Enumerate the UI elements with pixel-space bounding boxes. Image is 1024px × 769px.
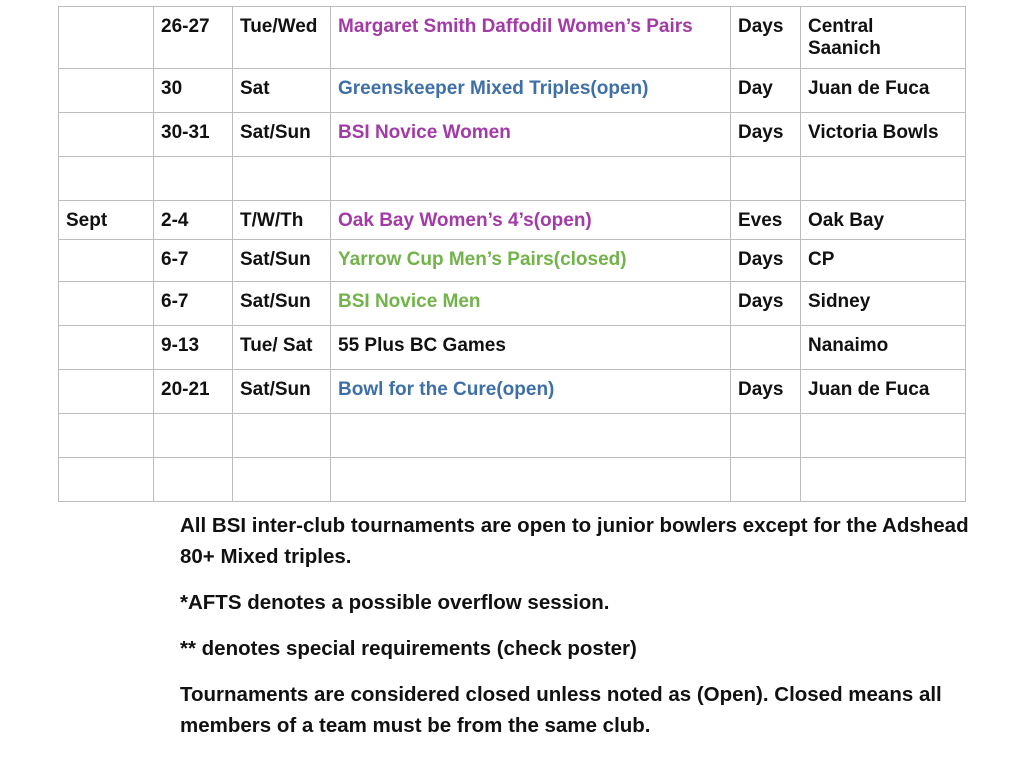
month-cell: Sept bbox=[59, 201, 154, 240]
month-cell bbox=[59, 240, 154, 282]
table-row bbox=[59, 240, 966, 282]
dates-cell bbox=[154, 458, 233, 502]
month-cell bbox=[59, 370, 154, 414]
session-cell bbox=[731, 326, 801, 370]
month-cell bbox=[59, 157, 154, 201]
event-cell: 55 Plus BC Games bbox=[331, 326, 731, 370]
session-cell: Days bbox=[731, 113, 801, 157]
event-cell: Yarrow Cup Men’s Pairs(closed) bbox=[331, 240, 731, 282]
dates-cell: 30-31 bbox=[154, 113, 233, 157]
session-cell bbox=[731, 414, 801, 458]
dates-cell: 30 bbox=[154, 69, 233, 113]
venue-cell: Oak Bay bbox=[801, 201, 966, 240]
event-cell: Bowl for the Cure(open) bbox=[331, 370, 731, 414]
table-row bbox=[59, 326, 966, 370]
venue-cell: Juan de Fuca bbox=[801, 69, 966, 113]
session-cell bbox=[731, 157, 801, 201]
days-cell: Tue/ Sat bbox=[233, 326, 331, 370]
session-cell: Days bbox=[731, 282, 801, 326]
month-cell bbox=[59, 458, 154, 502]
table-row bbox=[59, 414, 966, 458]
month-cell bbox=[59, 113, 154, 157]
session-cell bbox=[731, 458, 801, 502]
session-cell: Days bbox=[731, 370, 801, 414]
venue-cell bbox=[801, 414, 966, 458]
month-cell bbox=[59, 326, 154, 370]
venue-cell: Central Saanich bbox=[801, 7, 966, 69]
venue-cell bbox=[801, 458, 966, 502]
note-junior-bowlers: All BSI inter-club tournaments are open to junior bowlers except for the Adshead 80+ Mixed triples. bbox=[180, 514, 969, 568]
session-cell: Eves bbox=[731, 201, 801, 240]
table-row bbox=[59, 370, 966, 414]
venue-cell: Juan de Fuca bbox=[801, 370, 966, 414]
dates-cell: 26-27 bbox=[154, 7, 233, 69]
event-cell: Margaret Smith Daffodil Women’s Pairs bbox=[331, 7, 731, 69]
table-row bbox=[59, 69, 966, 113]
session-cell: Day bbox=[731, 69, 801, 113]
days-cell: Sat/Sun bbox=[233, 113, 331, 157]
schedule-body bbox=[59, 7, 966, 502]
days-cell bbox=[233, 157, 331, 201]
days-cell: Sat bbox=[233, 69, 331, 113]
event-cell: BSI Novice Women bbox=[331, 113, 731, 157]
venue-cell: Victoria Bowls bbox=[801, 113, 966, 157]
days-cell bbox=[233, 458, 331, 502]
month-cell bbox=[59, 69, 154, 113]
dates-cell: 20-21 bbox=[154, 370, 233, 414]
dates-cell: 6-7 bbox=[154, 282, 233, 326]
venue-cell: Sidney bbox=[801, 282, 966, 326]
tournament-schedule-table bbox=[58, 6, 966, 502]
table-row bbox=[59, 282, 966, 326]
venue-cell: Nanaimo bbox=[801, 326, 966, 370]
dates-cell bbox=[154, 414, 233, 458]
days-cell bbox=[233, 414, 331, 458]
table-row bbox=[59, 7, 966, 69]
event-cell: Oak Bay Women’s 4’s(open) bbox=[331, 201, 731, 240]
session-cell: Days bbox=[731, 7, 801, 69]
note-afts: *AFTS denotes a possible overflow session. bbox=[180, 591, 610, 614]
dates-cell: 2-4 bbox=[154, 201, 233, 240]
dates-cell: 6-7 bbox=[154, 240, 233, 282]
month-cell bbox=[59, 7, 154, 69]
note-special-requirements: ** denotes special requirements (check poster) bbox=[180, 637, 637, 660]
dates-cell bbox=[154, 157, 233, 201]
month-cell bbox=[59, 414, 154, 458]
event-cell bbox=[331, 458, 731, 502]
venue-cell: CP bbox=[801, 240, 966, 282]
notes-section bbox=[180, 510, 970, 756]
note-closed-tournaments: Tournaments are considered closed unless noted as (Open). Closed means all members of a team must be from the same club. bbox=[180, 683, 942, 737]
event-cell bbox=[331, 414, 731, 458]
month-cell bbox=[59, 282, 154, 326]
table-row bbox=[59, 458, 966, 502]
table-row bbox=[59, 201, 966, 240]
days-cell: Sat/Sun bbox=[233, 240, 331, 282]
event-cell: Greenskeeper Mixed Triples(open) bbox=[331, 69, 731, 113]
table-row bbox=[59, 157, 966, 201]
event-cell: BSI Novice Men bbox=[331, 282, 731, 326]
event-cell bbox=[331, 157, 731, 201]
dates-cell: 9-13 bbox=[154, 326, 233, 370]
venue-cell bbox=[801, 157, 966, 201]
days-cell: Sat/Sun bbox=[233, 370, 331, 414]
table-row bbox=[59, 113, 966, 157]
session-cell: Days bbox=[731, 240, 801, 282]
days-cell: Sat/Sun bbox=[233, 282, 331, 326]
days-cell: T/W/Th bbox=[233, 201, 331, 240]
days-cell: Tue/Wed bbox=[233, 7, 331, 69]
